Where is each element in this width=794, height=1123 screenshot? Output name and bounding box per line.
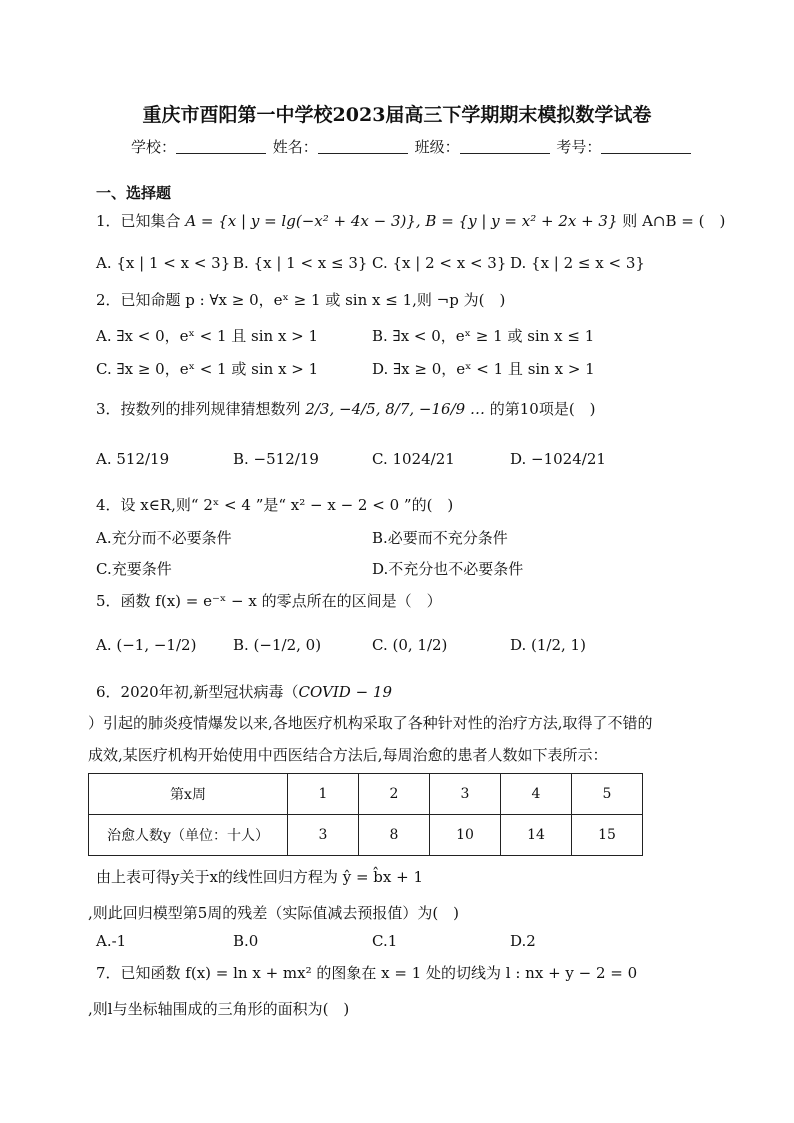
question-7-line1: 7．已知函数 f(x) = ln x + mx² 的图象在 x = 1 处的切线为 l : nx + y − 2 = 0 xyxy=(96,964,638,982)
q1-option-a: A. {x | 1 < x < 3} xyxy=(96,254,231,272)
id-blank[interactable] xyxy=(601,139,691,154)
q4-option-c: C.充要条件 xyxy=(96,560,172,578)
q3-option-d: D. −1024/21 xyxy=(510,450,606,468)
table-header-cured: 治愈人数y（单位：十人） xyxy=(89,815,288,856)
class-blank[interactable] xyxy=(460,139,550,154)
info-label-name: 姓名： xyxy=(272,138,318,156)
question-5: 5．函数 f(x) = e⁻ˣ − x 的零点所在的区间是（ ） xyxy=(96,592,442,610)
table-cell: 3 xyxy=(288,815,359,856)
table-cell: 5 xyxy=(572,774,643,815)
table-cell: 8 xyxy=(359,815,430,856)
q3-option-a: A. 512/19 xyxy=(96,450,170,468)
q6-option-a: A.-1 xyxy=(96,932,127,950)
section-heading: 一、选择题 xyxy=(96,184,172,202)
q3-stem-end: 的第10项是( ) xyxy=(489,400,596,418)
info-label-school: 学校： xyxy=(131,138,177,156)
q2-option-d: D. ∃x ≥ 0，eˣ < 1 且 sin x > 1 xyxy=(372,360,595,378)
table-cell: 1 xyxy=(288,774,359,815)
q1-option-d: D. {x | 2 ≤ x < 3} xyxy=(510,254,645,272)
q1-option-c: C. {x | 2 < x < 3} xyxy=(372,254,507,272)
table-cell: 10 xyxy=(430,815,501,856)
question-1 xyxy=(96,210,725,231)
q1-stem: 1．已知集合 xyxy=(96,212,181,230)
q5-option-c: C. (0, 1/2) xyxy=(372,636,448,654)
q3-option-c: C. 1024/21 xyxy=(372,450,455,468)
question-6-line1 xyxy=(96,681,392,702)
q1-set-b: , B = {y | y = x² + 2x + 3} xyxy=(415,212,618,230)
q1-set-a: A = {x | y = lg(−x² + 4x − 3)} xyxy=(185,212,416,230)
q6-covid: COVID − 19 xyxy=(298,683,392,701)
question-6-line4: 由上表可得y关于x的线性回归方程为 ŷ = b̂x + 1 xyxy=(96,868,423,886)
question-3 xyxy=(96,398,596,419)
q5-option-a: A. (−1, −1/2) xyxy=(96,636,197,654)
q1-stem-end: 则 A∩B = ( ) xyxy=(622,212,726,230)
question-6-line5: ,则此回归模型第5周的残差（实际值减去预报值）为( ) xyxy=(88,904,460,922)
student-info-row xyxy=(131,136,693,157)
table-cell: 4 xyxy=(501,774,572,815)
q6-option-d: D.2 xyxy=(510,932,536,950)
table-header-week: 第x周 xyxy=(89,774,288,815)
info-label-class: 班级： xyxy=(414,138,460,156)
question-2: 2．已知命题 p : ∀x ≥ 0，eˣ ≥ 1 或 sin x ≤ 1,则 ¬p 为( ) xyxy=(96,291,506,309)
q3-stem: 3．按数列的排列规律猜想数列 xyxy=(96,400,301,418)
q6-intro: 6．2020年初,新型冠状病毒（ xyxy=(96,683,299,701)
table-cell: 3 xyxy=(430,774,501,815)
table-cell: 15 xyxy=(572,815,643,856)
table-cell: 2 xyxy=(359,774,430,815)
q2-option-c: C. ∃x ≥ 0，eˣ < 1 或 sin x > 1 xyxy=(96,360,319,378)
question-6-line2: ）引起的肺炎疫情爆发以来,各地医疗机构采取了各种针对性的治疗方法,取得了不错的 xyxy=(88,714,653,732)
q4-option-a: A.充分而不必要条件 xyxy=(96,529,232,547)
data-table xyxy=(88,773,643,856)
school-blank[interactable] xyxy=(176,139,266,154)
info-label-id: 考号： xyxy=(556,138,602,156)
q6-option-b: B.0 xyxy=(233,932,259,950)
table-row xyxy=(89,774,643,815)
table-cell: 14 xyxy=(501,815,572,856)
q3-option-b: B. −512/19 xyxy=(233,450,319,468)
question-7-line2: ,则l与坐标轴围成的三角形的面积为( ) xyxy=(88,1000,350,1018)
q5-option-b: B. (−1/2, 0) xyxy=(233,636,322,654)
q5-option-d: D. (1/2, 1) xyxy=(510,636,586,654)
table-row xyxy=(89,815,643,856)
q2-option-b: B. ∃x < 0，eˣ ≥ 1 或 sin x ≤ 1 xyxy=(372,327,595,345)
name-blank[interactable] xyxy=(318,139,408,154)
q4-option-b: B.必要而不充分条件 xyxy=(372,529,508,547)
q6-option-c: C.1 xyxy=(372,932,398,950)
page-title: 重庆市酉阳第一中学校2023届高三下学期期末模拟数学试卷 xyxy=(142,104,652,126)
q3-sequence: 2/3, −4/5, 8/7, −16/9 … xyxy=(305,400,485,418)
q4-option-d: D.不充分也不必要条件 xyxy=(372,560,524,578)
q1-option-b: B. {x | 1 < x ≤ 3} xyxy=(233,254,368,272)
question-4: 4．设 x∈R,则“ 2ˣ < 4 ”是“ x² − x − 2 < 0 ”的( ) xyxy=(96,496,454,514)
q2-option-a: A. ∃x < 0，eˣ < 1 且 sin x > 1 xyxy=(96,327,319,345)
question-6-line3: 成效,某医疗机构开始使用中西医结合方法后,每周治愈的患者人数如下表所示： xyxy=(88,746,608,764)
